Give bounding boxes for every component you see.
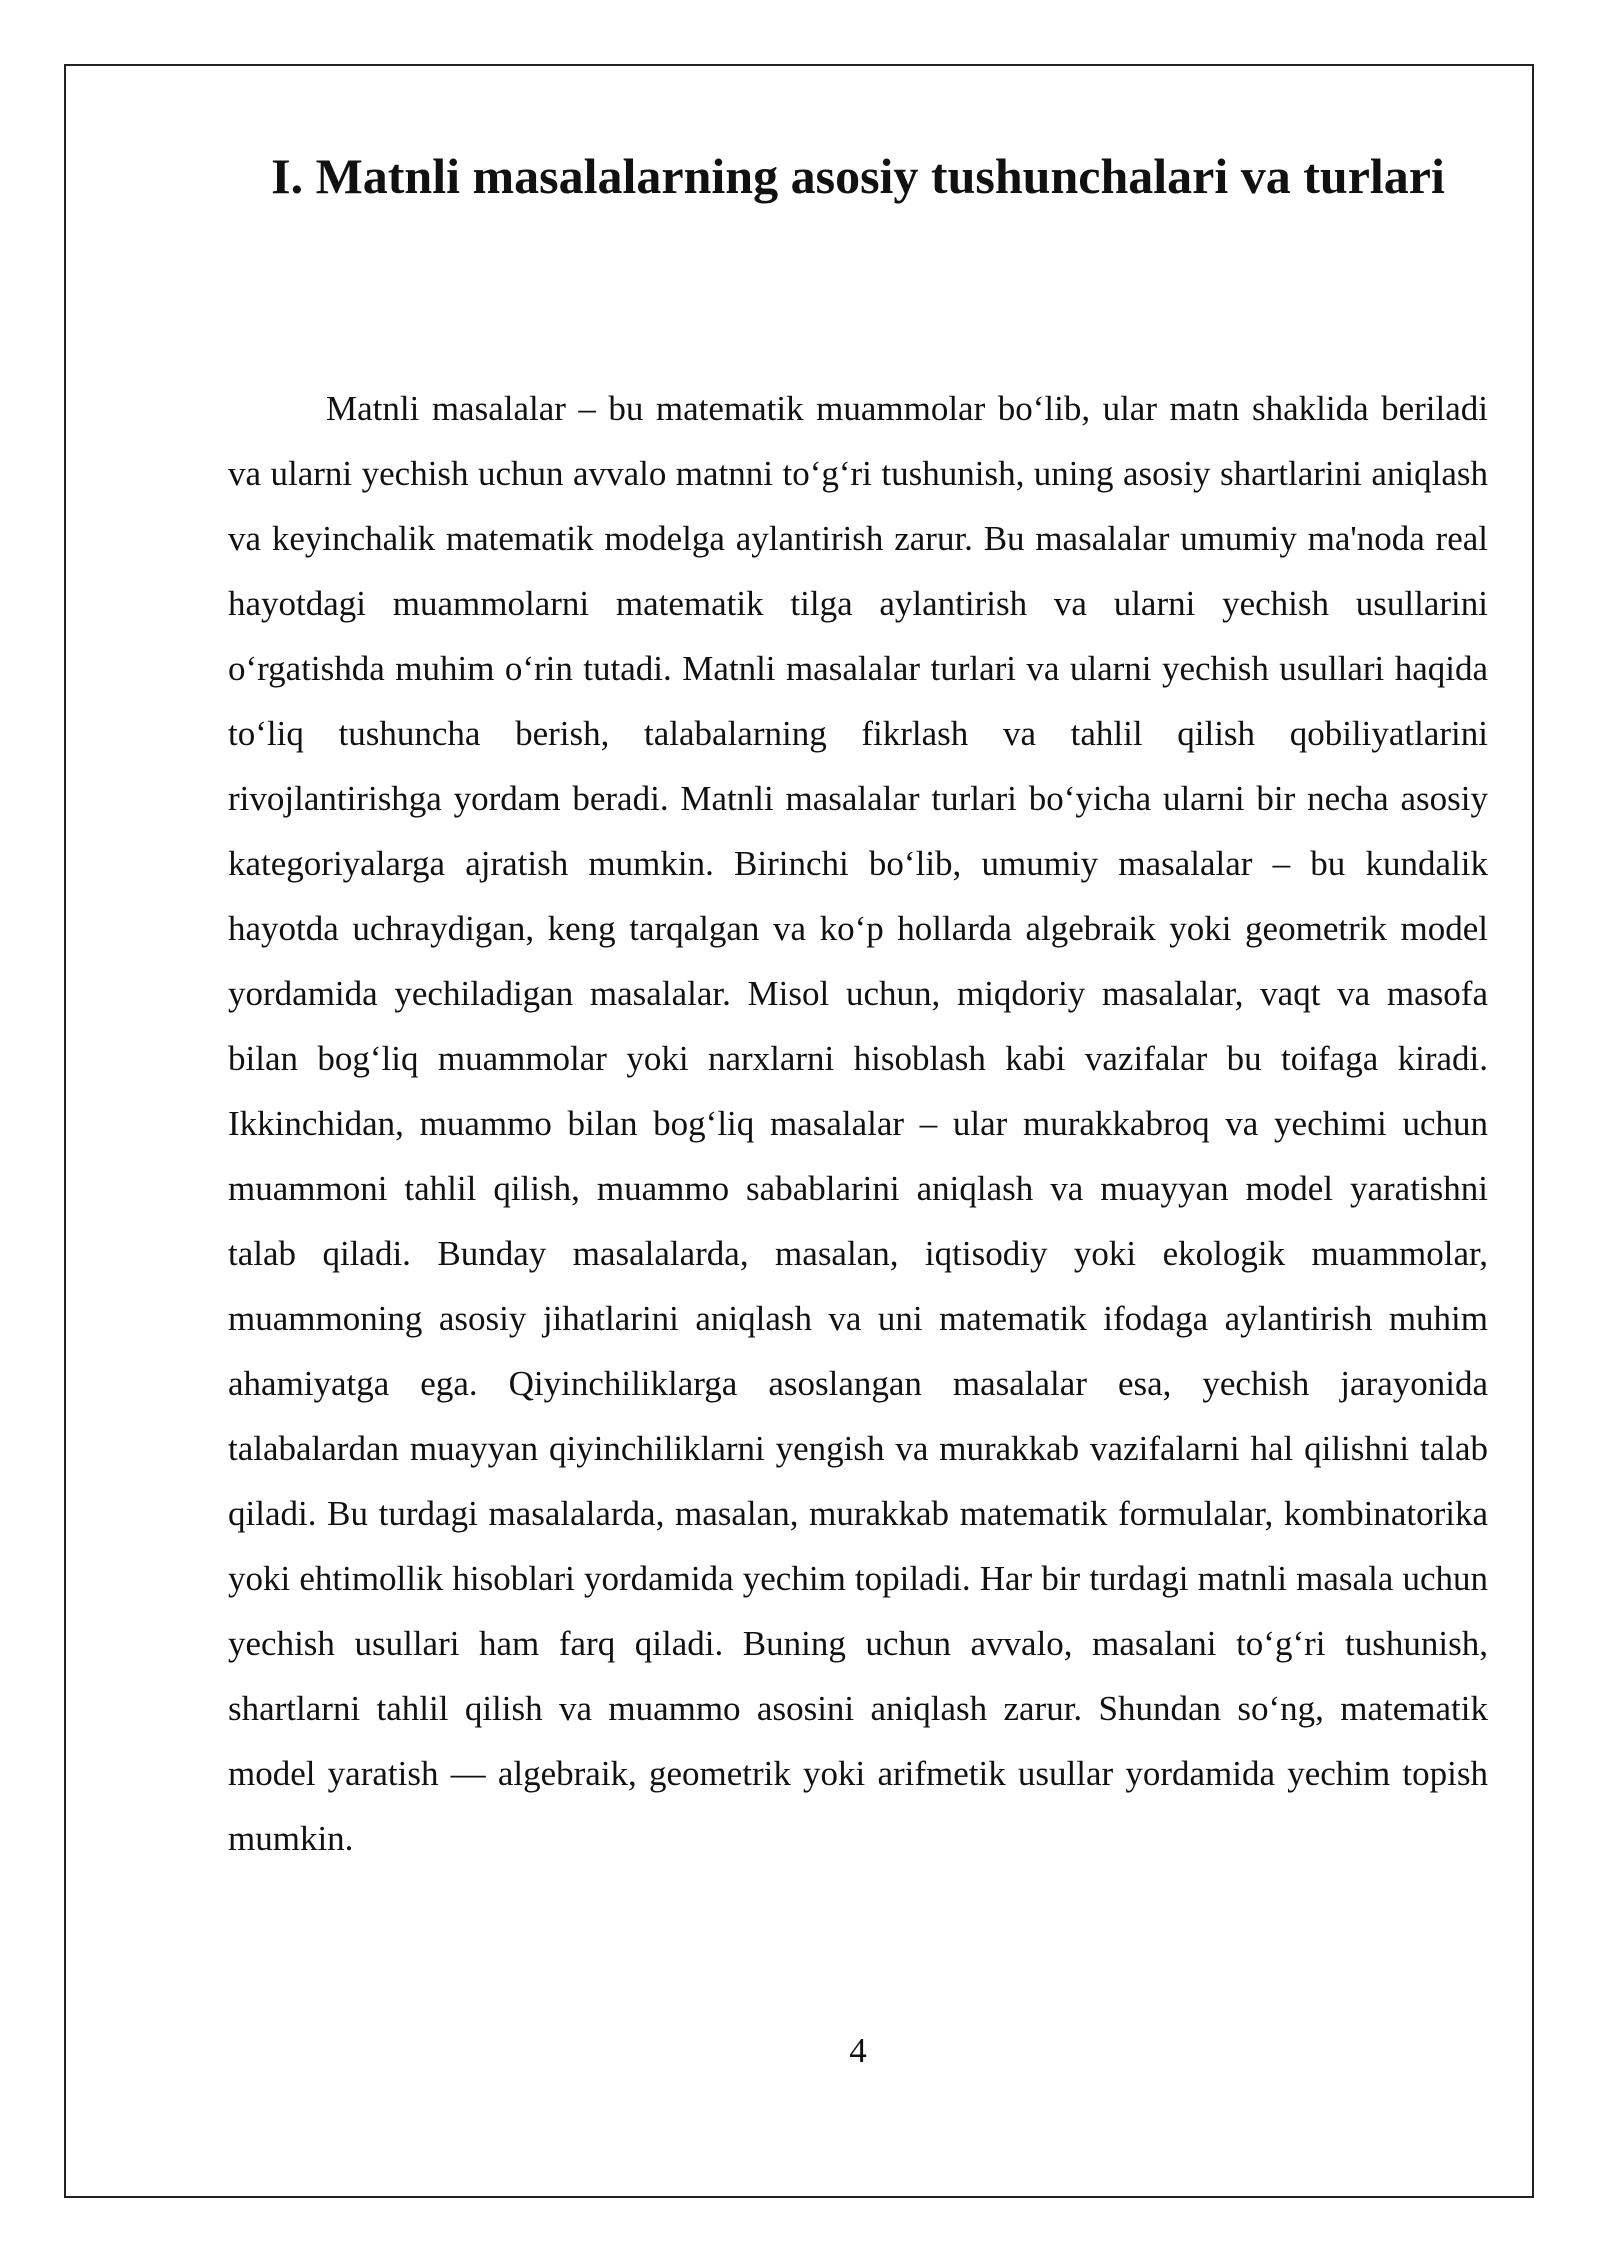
page-number: 4 (849, 2031, 867, 2070)
section-title: I. Matnli masalalarning asosiy tushunchalari va turlari (271, 148, 1445, 204)
body-paragraph: Matnli masalalar – bu matematik muammolar bo‘lib, ular matn shaklida beriladi va ularni yechish uchun avvalo matnni to‘g‘ri tushunish, uning asosiy shartlarini aniqlash va keyinchalik matematik modelga aylantirish zarur. Bu masalalar umumiy ma'noda real hayotdagi muammolarni matematik tilga aylantirish va ularni yechish usullarini o‘rgatishda muhim o‘rin tutadi. Matnli masalalar turlari va ularni yechish usullari haqida to‘liq tushuncha berish, talabalarning fikrlash va tahlil qilish qobiliyatlarini rivojlantirishga yordam beradi. Matnli masalalar turlari bo‘yicha ularni bir necha asosiy kategoriyalarga ajratish mumkin. Birinchi bo‘lib, umumiy masalalar – bu kundalik hayotda uchraydigan, keng tarqalgan va ko‘p hollarda algebraik yoki geometrik model yordamida yechiladigan masalalar. Misol uchun, miqdoriy masalalar, vaqt va masofa bilan bog‘liq muammolar yoki narxlarni hisoblash kabi vazifalar bu toifaga kiradi. Ikkinchidan, muammo bilan bog‘liq masalalar – ular murakkabroq va yechimi uchun muammoni tahlil qilish, muammo sabablarini aniqlash va muayyan model yaratishni talab qiladi. Bunday masalalarda, masalan, iqtisodiy yoki ekologik muammolar, muammoning asosiy jihatlarini aniqlash va uni matematik ifodaga aylantirish muhim ahamiyatga ega. Qiyinchiliklarga asoslangan masalalar esa, yechish jarayonida talabalardan muayyan qiyinchiliklarni yengish va murakkab vazifalarni hal qilishni talab qiladi. Bu turdagi masalalarda, masalan, murakkab matematik formulalar, kombinatorika yoki ehtimollik hisoblari yordamida yechim topiladi. Har bir turdagi matnli masala uchun yechish usullari ham farq qiladi. Buning uchun avvalo, masalani to‘g‘ri tushunish, shartlarni tahlil qilish va muammo asosini aniqlash zarur. Shundan so‘ng, matematik model yaratish — algebraik, geometrik yoki arifmetik usullar yordamida yechim topish mumkin. (228, 389, 1488, 1858)
